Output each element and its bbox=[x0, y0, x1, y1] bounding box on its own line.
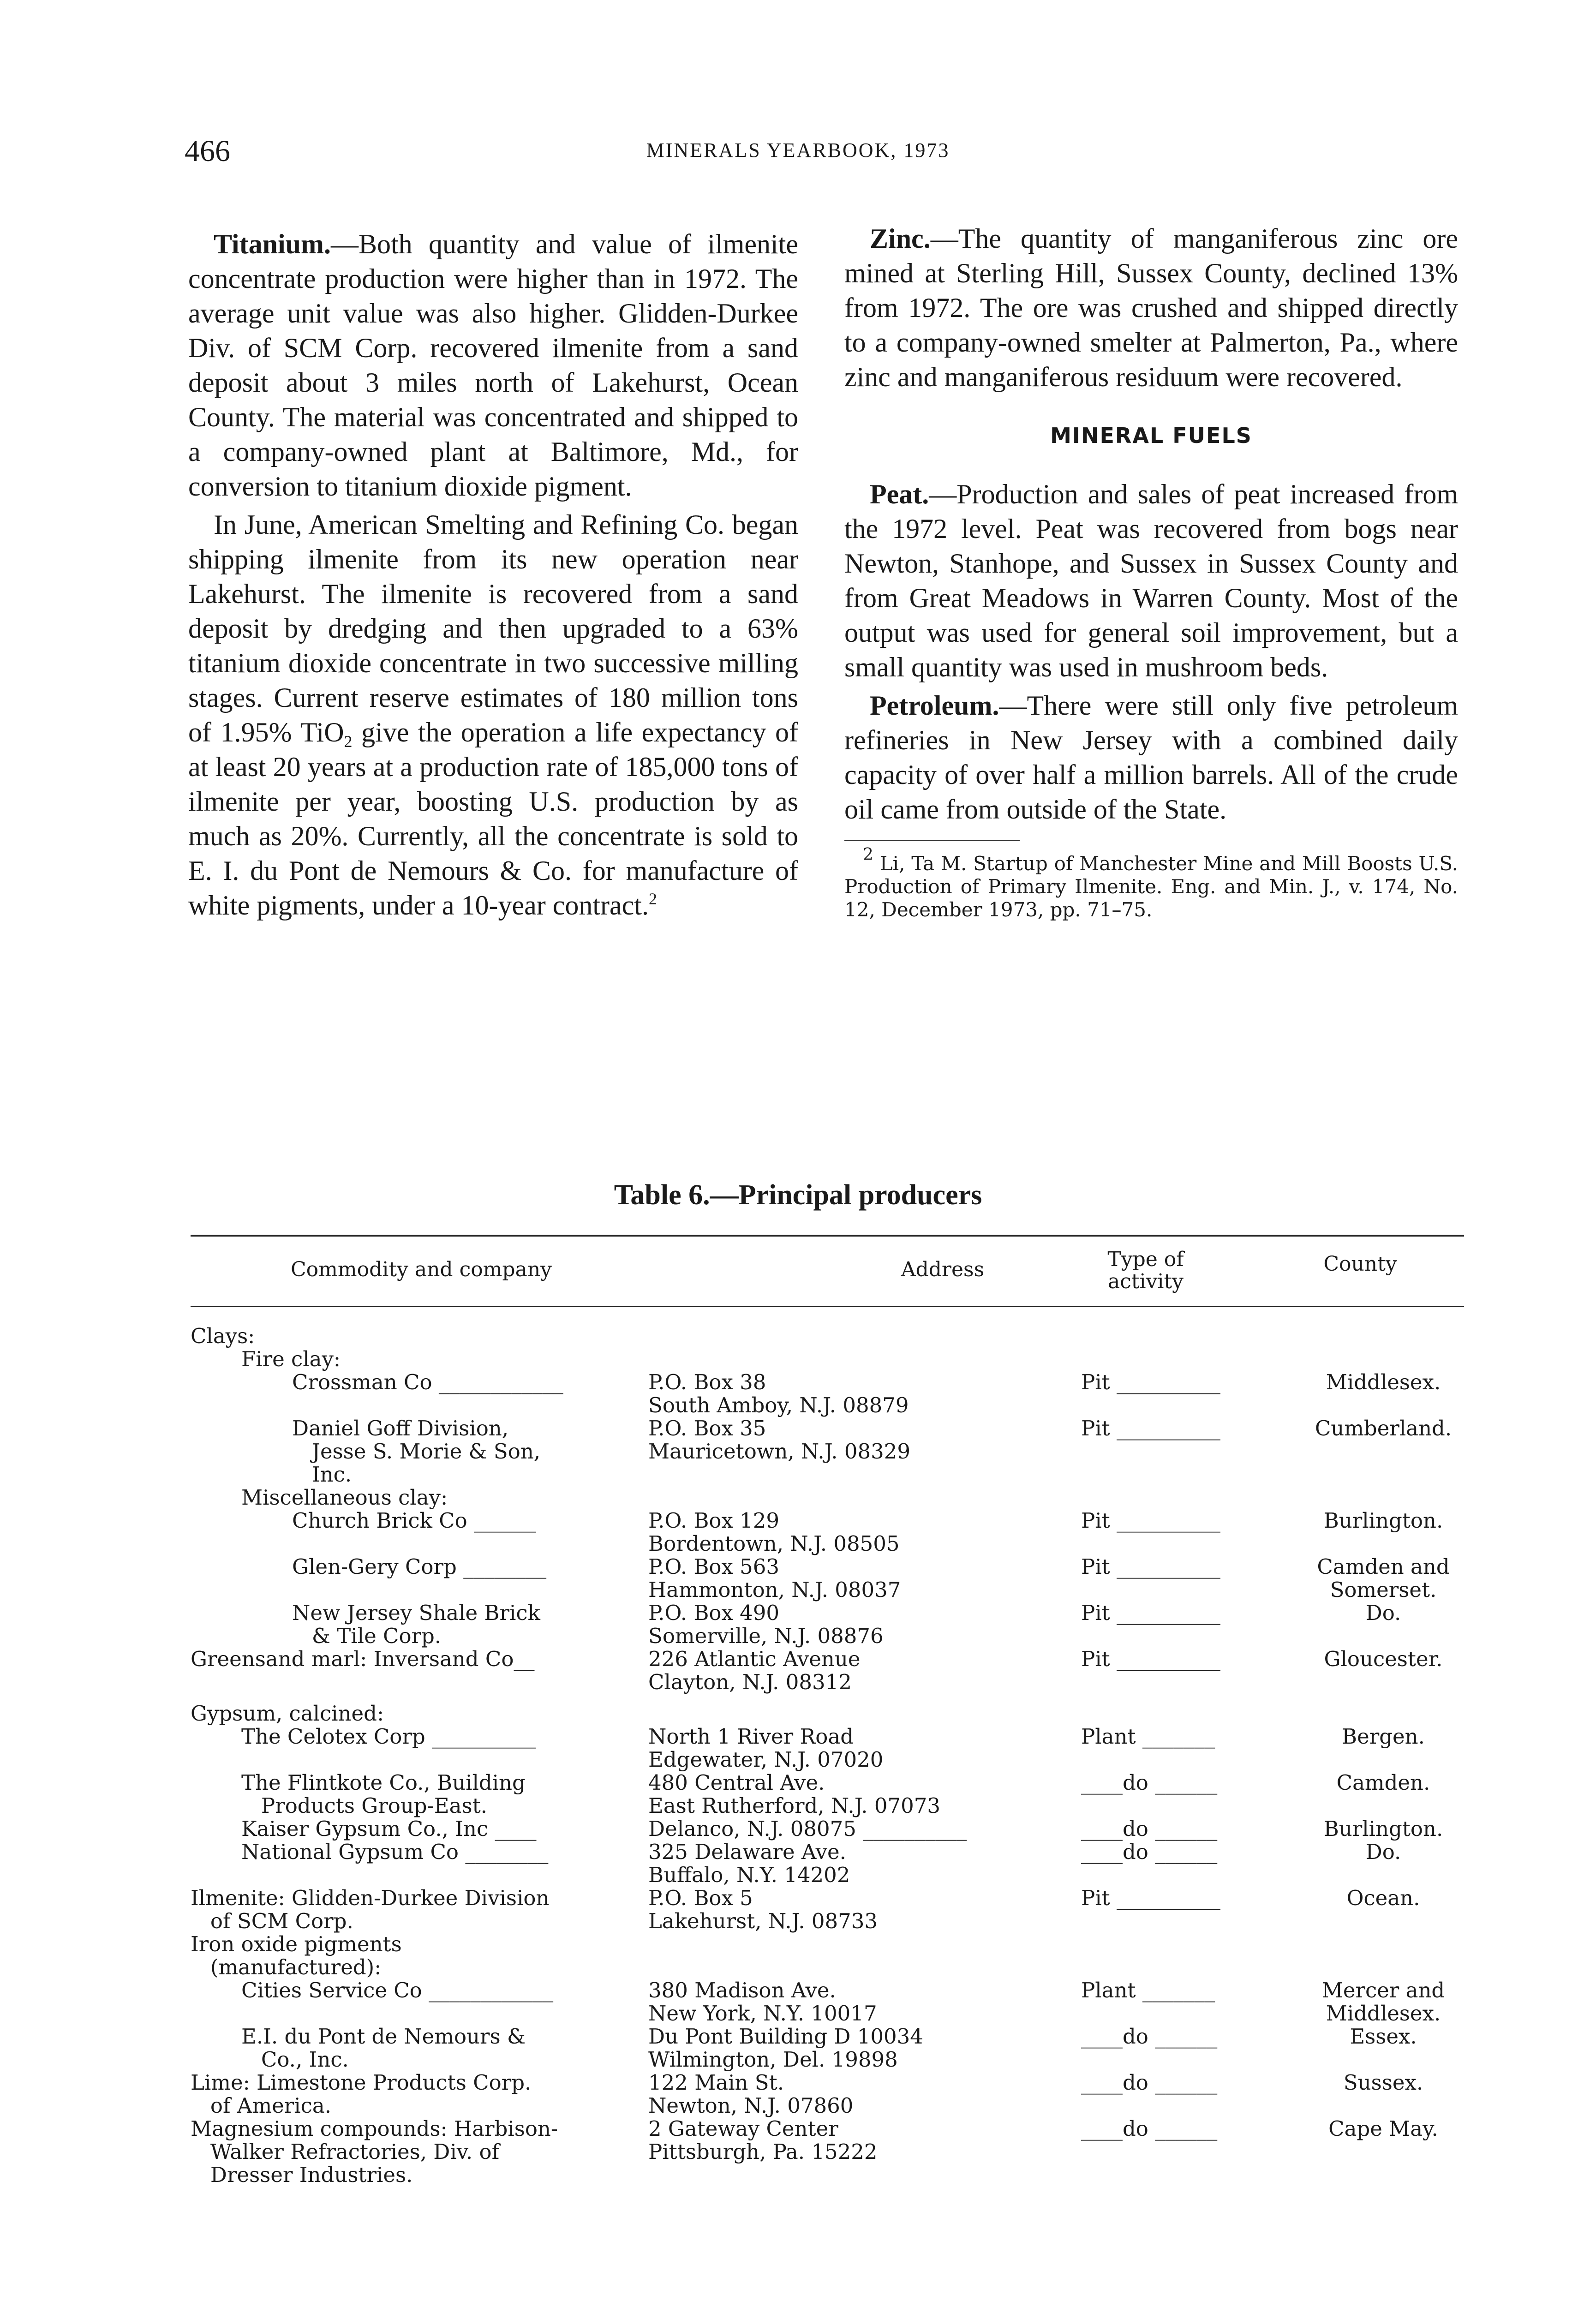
county-cell bbox=[1291, 1817, 1476, 1841]
commodity-line: Clays: bbox=[191, 1324, 255, 1348]
peat-paragraph bbox=[844, 477, 1458, 685]
activity-cell: Plant _______ bbox=[1081, 1978, 1215, 2002]
activity-cell: Pit __________ bbox=[1081, 1370, 1221, 1394]
commodity-cell bbox=[292, 1509, 536, 1532]
table-row bbox=[191, 1648, 1464, 1702]
zinc-lead: Zinc. bbox=[870, 223, 931, 254]
footnote-text: Li, Ta M. Startup of Manchester Mine and Mill Boosts U.S. Production of Primary Ilmenite. Eng. and Min. J., v. 174, No. 12, December 1973, pp. 71–75. bbox=[844, 852, 1458, 921]
address-line: P.O. Box 563 bbox=[648, 1554, 780, 1579]
table-row bbox=[191, 2071, 1464, 2117]
commodity-line: Gypsum, calcined: bbox=[191, 1701, 384, 1726]
address-line: Edgewater, N.J. 07020 bbox=[648, 1747, 884, 1772]
county-line: Do. bbox=[1365, 1840, 1401, 1864]
commodity-line: Kaiser Gypsum Co., Inc ____ bbox=[241, 1817, 537, 1841]
county-cell bbox=[1291, 1771, 1476, 1794]
petroleum-text: —There were still only five petroleum refineries in New Jersey with a combined daily capacity of over half a million barrels. All of the crude oil came from outside of the State. bbox=[844, 690, 1458, 825]
header-address: Address bbox=[901, 1258, 985, 1281]
table-row bbox=[191, 1371, 1464, 1417]
activity-cell: ____do ______ bbox=[1081, 2116, 1218, 2141]
county-cell bbox=[1291, 2117, 1476, 2140]
address-line: Mauricetown, N.J. 08329 bbox=[648, 1439, 911, 1464]
commodity-line: Church Brick Co ______ bbox=[292, 1508, 536, 1533]
petroleum-paragraph bbox=[844, 688, 1458, 827]
footnote-divider bbox=[844, 840, 1020, 841]
table-row bbox=[191, 1325, 1464, 1348]
address-cell bbox=[648, 1817, 1027, 1841]
commodity-cell bbox=[241, 1486, 448, 1509]
table-header bbox=[191, 1237, 1464, 1306]
county-cell bbox=[1291, 1841, 1476, 1864]
commodity-line: E.I. du Pont de Nemours & bbox=[241, 2024, 526, 2049]
activity-cell: ____do ______ bbox=[1081, 1770, 1218, 1795]
county-cell bbox=[1291, 1648, 1476, 1671]
header-type-of-activity bbox=[1035, 1249, 1256, 1293]
address-line: 380 Madison Ave. bbox=[648, 1978, 836, 2002]
address-line: Du Pont Building D 10034 bbox=[648, 2024, 923, 2049]
county-line: Middlesex. bbox=[1326, 2001, 1441, 2026]
county-cell bbox=[1291, 1555, 1476, 1602]
commodity-cell bbox=[241, 1348, 341, 1371]
table-header-rule bbox=[191, 1306, 1464, 1307]
table-row bbox=[191, 2117, 1464, 2187]
table-row bbox=[191, 1817, 1464, 1841]
header-type-line-2: activity bbox=[1107, 1270, 1184, 1293]
address-line: East Rutherford, N.J. 07073 bbox=[648, 1793, 941, 1818]
address-cell bbox=[648, 1371, 1027, 1417]
footnote bbox=[844, 845, 1458, 921]
activity-cell: Pit __________ bbox=[1081, 1508, 1221, 1533]
principal-producers-table bbox=[191, 1235, 1464, 2187]
peat-lead: Peat. bbox=[870, 479, 929, 509]
commodity-line: (manufactured): bbox=[191, 1955, 382, 1979]
county-line: Mercer and bbox=[1321, 1978, 1445, 2002]
address-line: P.O. Box 5 bbox=[648, 1886, 753, 1910]
table-row bbox=[191, 1933, 1464, 1979]
commodity-cell bbox=[241, 2025, 526, 2071]
address-line: 480 Central Ave. bbox=[648, 1770, 825, 1795]
address-line: New York, N.Y. 10017 bbox=[648, 2001, 877, 2026]
address-line: Buffalo, N.Y. 14202 bbox=[648, 1863, 850, 1887]
address-line: P.O. Box 35 bbox=[648, 1416, 766, 1440]
titanium-paragraph bbox=[188, 227, 798, 504]
address-line: Pittsburgh, Pa. 15222 bbox=[648, 2140, 878, 2164]
ilmenite-operation-paragraph bbox=[188, 508, 798, 923]
commodity-line: Cities Service Co ____________ bbox=[241, 1978, 554, 2002]
address-line: 325 Delaware Ave. bbox=[648, 1840, 846, 1864]
address-cell bbox=[648, 1979, 1027, 2025]
address-line: Hammonton, N.J. 08037 bbox=[648, 1578, 901, 1602]
county-line: Gloucester. bbox=[1324, 1647, 1443, 1671]
activity-cell: ____do ______ bbox=[1081, 1840, 1218, 1864]
county-line: Camden and bbox=[1317, 1554, 1450, 1579]
commodity-line: The Celotex Corp __________ bbox=[241, 1724, 536, 1749]
address-line: Wilmington, Del. 19898 bbox=[648, 2047, 898, 2072]
commodity-cell bbox=[241, 1817, 537, 1841]
county-line: Burlington. bbox=[1323, 1508, 1443, 1533]
county-line: Sussex. bbox=[1343, 2070, 1423, 2095]
zinc-text: —The quantity of manganiferous zinc ore mined at Sterling Hill, Sussex County, declined 13% from 1972. The ore was crushed and shipped directly to a company-owned smelter at Palmerton, Pa., where zinc and manganiferous residuum were recovered. bbox=[844, 223, 1458, 392]
address-cell bbox=[648, 1648, 1027, 1694]
footnote-marker: 2 bbox=[863, 845, 873, 864]
commodity-cell bbox=[241, 1979, 553, 2002]
tio2-subscript: 2 bbox=[344, 732, 353, 751]
address-cell bbox=[648, 2117, 1027, 2164]
ilmenite-text-a: In June, American Smelting and Refining Co. began shipping ilmenite from its new operation near Lakehurst. The ilmenite is recovered from a sand deposit by dredging and then upgraded to a 63% titanium dioxide concentrate in two successive milling stages. Current reserve estimates of 180 million tons of 1.95% TiO bbox=[188, 509, 798, 747]
address-line: P.O. Box 490 bbox=[648, 1601, 780, 1625]
commodity-line: Dresser Industries. bbox=[191, 2163, 413, 2187]
address-line: Bordentown, N.J. 08505 bbox=[648, 1531, 900, 1556]
commodity-cell bbox=[241, 1725, 536, 1748]
county-cell bbox=[1291, 1979, 1476, 2025]
commodity-cell bbox=[292, 1555, 546, 1578]
address-cell bbox=[648, 1602, 1027, 1648]
address-line: South Amboy, N.J. 08879 bbox=[648, 1393, 909, 1417]
activity-cell: Pit __________ bbox=[1081, 1647, 1221, 1671]
address-cell bbox=[648, 1841, 1027, 1887]
commodity-cell bbox=[292, 1371, 563, 1394]
commodity-cell bbox=[292, 1417, 540, 1486]
commodity-line: Lime: Limestone Products Corp. bbox=[191, 2070, 532, 2095]
commodity-cell bbox=[191, 2117, 558, 2187]
activity-cell: Pit __________ bbox=[1081, 1886, 1221, 1910]
page-number: 466 bbox=[185, 134, 230, 168]
commodity-cell bbox=[191, 1702, 384, 1725]
address-cell bbox=[648, 2071, 1027, 2117]
header-type-line-1: Type of bbox=[1107, 1248, 1184, 1271]
commodity-line: Jesse S. Morie & Son, bbox=[292, 1439, 541, 1464]
address-line: Newton, N.J. 07860 bbox=[648, 2093, 854, 2118]
commodity-cell bbox=[191, 1325, 255, 1348]
titanium-lead: Titanium. bbox=[214, 229, 331, 259]
county-cell bbox=[1291, 2071, 1476, 2094]
activity-cell: ____do ______ bbox=[1081, 2070, 1218, 2095]
address-line: Delanco, N.J. 08075 __________ bbox=[648, 1817, 967, 1841]
commodity-line: of America. bbox=[191, 2093, 332, 2118]
commodity-line: Crossman Co ____________ bbox=[292, 1370, 563, 1394]
activity-cell: Pit __________ bbox=[1081, 1416, 1221, 1440]
commodity-line: of SCM Corp. bbox=[191, 1909, 353, 1933]
table-row bbox=[191, 1979, 1464, 2025]
peat-text: —Production and sales of peat increased from the 1972 level. Peat was recovered from bogs near Newton, Stanhope, and Sussex in Sussex County and from Great Meadows in Warren County. Most of the output was used for general soil improvement, but a small quantity was used in mushroom beds. bbox=[844, 479, 1458, 682]
county-line: Camden. bbox=[1336, 1770, 1430, 1795]
commodity-line: Magnesium compounds: Harbison- bbox=[191, 2116, 558, 2141]
address-line: Somerville, N.J. 08876 bbox=[648, 1624, 884, 1648]
commodity-line: Inc. bbox=[292, 1462, 352, 1487]
address-cell bbox=[648, 1887, 1027, 1933]
table-row bbox=[191, 1348, 1464, 1371]
commodity-line: Walker Refractories, Div. of bbox=[191, 2140, 500, 2164]
county-cell bbox=[1291, 1725, 1476, 1748]
titanium-text: —Both quantity and value of ilmenite concentrate production were higher than in 1972. The average unit value was also higher. Glidden-Durkee Div. of SCM Corp. recovered ilmenite from a sand deposit about 3 miles north of Lakehurst, Ocean County. The material was concentrated and shipped to a company-owned plant at Baltimore, Md., for conversion to titanium dioxide pigment. bbox=[188, 229, 798, 502]
commodity-cell bbox=[191, 1648, 534, 1671]
zinc-paragraph bbox=[844, 221, 1458, 394]
footnote-reference: 2 bbox=[648, 890, 657, 908]
activity-cell: Plant _______ bbox=[1081, 1724, 1215, 1749]
activity-cell: ____do ______ bbox=[1081, 2024, 1218, 2049]
address-line: 2 Gateway Center bbox=[648, 2116, 838, 2141]
commodity-line: National Gypsum Co ________ bbox=[241, 1840, 549, 1864]
county-cell bbox=[1291, 1417, 1476, 1440]
table-row bbox=[191, 1602, 1464, 1648]
table-row bbox=[191, 1702, 1464, 1725]
address-cell bbox=[648, 1509, 1027, 1555]
commodity-cell bbox=[191, 1887, 549, 1933]
table-row bbox=[191, 1417, 1464, 1486]
running-title: MINERALS YEARBOOK, 1973 bbox=[646, 139, 950, 161]
county-line: Cape May. bbox=[1328, 2116, 1438, 2141]
address-cell bbox=[648, 2025, 1027, 2071]
right-column bbox=[844, 221, 1458, 921]
address-cell bbox=[648, 1771, 1027, 1817]
table-row bbox=[191, 1841, 1464, 1887]
address-line: Lakehurst, N.J. 08733 bbox=[648, 1909, 878, 1933]
commodity-line: Co., Inc. bbox=[241, 2047, 349, 2072]
table-row bbox=[191, 1771, 1464, 1817]
address-cell bbox=[648, 1725, 1027, 1771]
table-body bbox=[191, 1325, 1464, 2187]
address-cell bbox=[648, 1555, 1027, 1602]
commodity-line: Glen-Gery Corp ________ bbox=[292, 1554, 547, 1579]
county-cell bbox=[1291, 1602, 1476, 1625]
address-line: 122 Main St. bbox=[648, 2070, 784, 2095]
commodity-cell bbox=[241, 1841, 548, 1864]
commodity-line: Iron oxide pigments bbox=[191, 1932, 402, 1956]
left-column bbox=[188, 227, 798, 923]
table-row bbox=[191, 1486, 1464, 1509]
activity-cell: Pit __________ bbox=[1081, 1554, 1221, 1579]
table-title: Table 6.—Principal producers bbox=[614, 1179, 982, 1211]
county-line: Bergen. bbox=[1342, 1724, 1425, 1749]
address-line: P.O. Box 38 bbox=[648, 1370, 766, 1394]
county-line: Middlesex. bbox=[1326, 1370, 1441, 1394]
table-row bbox=[191, 1509, 1464, 1555]
county-line: Ocean. bbox=[1346, 1886, 1420, 1910]
address-line: P.O. Box 129 bbox=[648, 1508, 780, 1533]
table-row bbox=[191, 1555, 1464, 1602]
commodity-line: Ilmenite: Glidden-Durkee Division bbox=[191, 1886, 550, 1910]
county-line: Essex. bbox=[1350, 2024, 1417, 2049]
commodity-cell bbox=[191, 1933, 402, 1979]
activity-cell: ____do ______ bbox=[1081, 1817, 1218, 1841]
commodity-line: New Jersey Shale Brick bbox=[292, 1601, 540, 1625]
header-county: County bbox=[1323, 1252, 1397, 1276]
county-cell bbox=[1291, 1371, 1476, 1394]
address-line: 226 Atlantic Avenue bbox=[648, 1647, 861, 1671]
commodity-line: Miscellaneous clay: bbox=[241, 1485, 448, 1510]
petroleum-lead: Petroleum. bbox=[870, 690, 999, 721]
commodity-line: Greensand marl: Inversand Co__ bbox=[191, 1647, 535, 1671]
address-line: North 1 River Road bbox=[648, 1724, 854, 1749]
county-line: Cumberland. bbox=[1315, 1416, 1452, 1440]
county-cell bbox=[1291, 1509, 1476, 1532]
table-row bbox=[191, 2025, 1464, 2071]
ilmenite-text-b: give the operation a life expectancy of at least 20 years at a production rate of 185,000 tons of ilmenite per year, boosting U.S. production by as much as 20%. Currently, all the concentrate is sold to E. I. du Pont de Nemours & Co. for manufacture of white pigments, under a 10-year contract. bbox=[188, 717, 798, 920]
commodity-cell bbox=[292, 1602, 540, 1648]
section-heading-mineral-fuels: MINERAL FUELS bbox=[1050, 423, 1252, 448]
county-cell bbox=[1291, 2025, 1476, 2048]
commodity-line: The Flintkote Co., Building bbox=[241, 1770, 526, 1795]
county-line: Burlington. bbox=[1323, 1817, 1443, 1841]
address-line: Clayton, N.J. 08312 bbox=[648, 1670, 852, 1694]
county-line: Do. bbox=[1365, 1601, 1401, 1625]
commodity-line: & Tile Corp. bbox=[292, 1624, 442, 1648]
county-line: Somerset. bbox=[1330, 1578, 1437, 1602]
address-cell bbox=[648, 1417, 1027, 1463]
commodity-line: Daniel Goff Division, bbox=[292, 1416, 509, 1440]
commodity-cell bbox=[191, 2071, 531, 2117]
commodity-cell bbox=[241, 1771, 526, 1817]
commodity-line: Fire clay: bbox=[241, 1347, 341, 1371]
county-cell bbox=[1291, 1887, 1476, 1910]
header-commodity: Commodity and company bbox=[290, 1258, 552, 1281]
table-row bbox=[191, 1887, 1464, 1933]
commodity-line: Products Group-East. bbox=[241, 1793, 487, 1818]
table-row bbox=[191, 1725, 1464, 1771]
activity-cell: Pit __________ bbox=[1081, 1601, 1221, 1625]
